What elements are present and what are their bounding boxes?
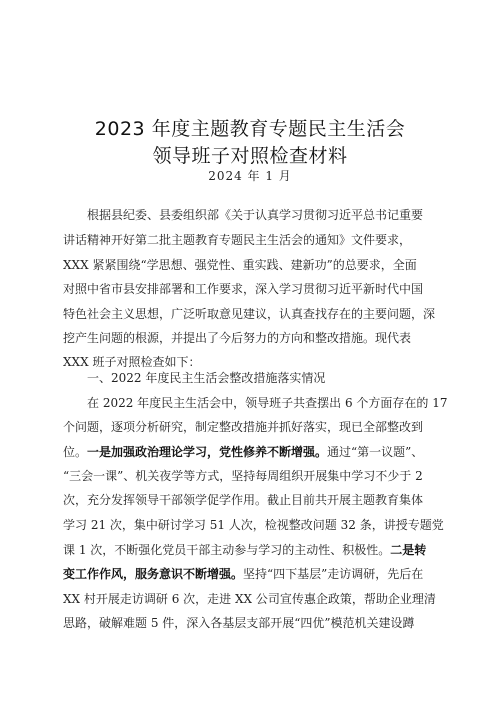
document-title-line-1: 2023 年度主题教育专题民主生活会 — [94, 118, 406, 140]
section-1-line — [63, 518, 444, 532]
section-1-line — [63, 493, 423, 507]
section-1-text: 通过“第一议题”、 — [327, 445, 424, 459]
section-1-line — [87, 396, 448, 410]
section-1-text: 课 1 次，不断强化党员干部主动参与学习的主动性、积极性。 — [63, 543, 391, 557]
section-1-text: 位。 — [63, 445, 88, 459]
section-1-text: “三会一课”、机关夜学等方式，坚持每周组织开展集中学习不少于 2 — [63, 469, 423, 483]
section-1-line — [63, 616, 415, 630]
section-1-text: 个问题，逐项分析研究，制定整改措施并抓好落实，现已全部整改到 — [63, 420, 424, 434]
document-title-line-2: 领导班子对照检查材料 — [152, 145, 348, 167]
intro-line: XXX 班子对照检查如下： — [63, 355, 201, 369]
section-1-line — [63, 420, 423, 434]
intro-line: 讲话精神开好第二批主题教育专题民主生活会的通知》文件要求， — [63, 233, 412, 247]
section-1-line — [63, 543, 426, 557]
section-1-bold-text: 二是转 — [390, 543, 427, 557]
section-1-text: XX 村开展走访调研 6 次，走进 XX 公司宣传惠企政策，帮助企业理清 — [63, 592, 436, 606]
section-1-text: 坚持“四下基层”走访调研，先后在 — [243, 567, 424, 581]
intro-line: XXX 紧紧围绕“学思想、强党性、重实践、建新功”的总要求，全面 — [63, 258, 417, 272]
section-1-heading: 一、2022 年度民主生活会整改措施落实情况 — [87, 371, 326, 385]
section-1-bold-text: 变工作作风，服务意识不断增强。 — [63, 567, 244, 581]
section-1-bold-text: 一是加强政治理论学习，党性修养不断增强。 — [87, 445, 328, 459]
intro-line: 特色社会主义思想，广泛听取意见建议，认真查找存在的主要问题，深 — [63, 307, 436, 321]
section-1-line — [63, 567, 423, 581]
section-1-line — [63, 469, 423, 483]
section-1-text: 次，充分发挥领导干部领学促学作用。截止目前共开展主题教育集体 — [63, 493, 424, 507]
section-1-line — [63, 445, 423, 459]
section-1-line — [63, 592, 436, 606]
section-1-text: 在 2022 年度民主生活会中，领导班子共查摆出 6 个方面存在的 17 — [87, 396, 448, 410]
intro-line: 根据县纪委、县委组织部《关于认真学习贯彻习近平总书记重要 — [87, 208, 424, 222]
section-1-text: 学习 21 次，集中研讨学习 51 人次，检视整改问题 32 条，讲授专题党 — [63, 518, 444, 532]
document-date: 2024 年 1 月 — [208, 169, 292, 183]
intro-line: 挖产生问题的根源，并提出了今后努力的方向和整改措施。现代表 — [63, 331, 412, 345]
intro-line: 对照中省市县安排部署和工作要求，深入学习贯彻习近平新时代中国 — [63, 282, 424, 296]
section-1-text: 思路，破解难题 5 件，深入各基层支部开展“四优”模范机关建设蹲 — [63, 616, 415, 630]
